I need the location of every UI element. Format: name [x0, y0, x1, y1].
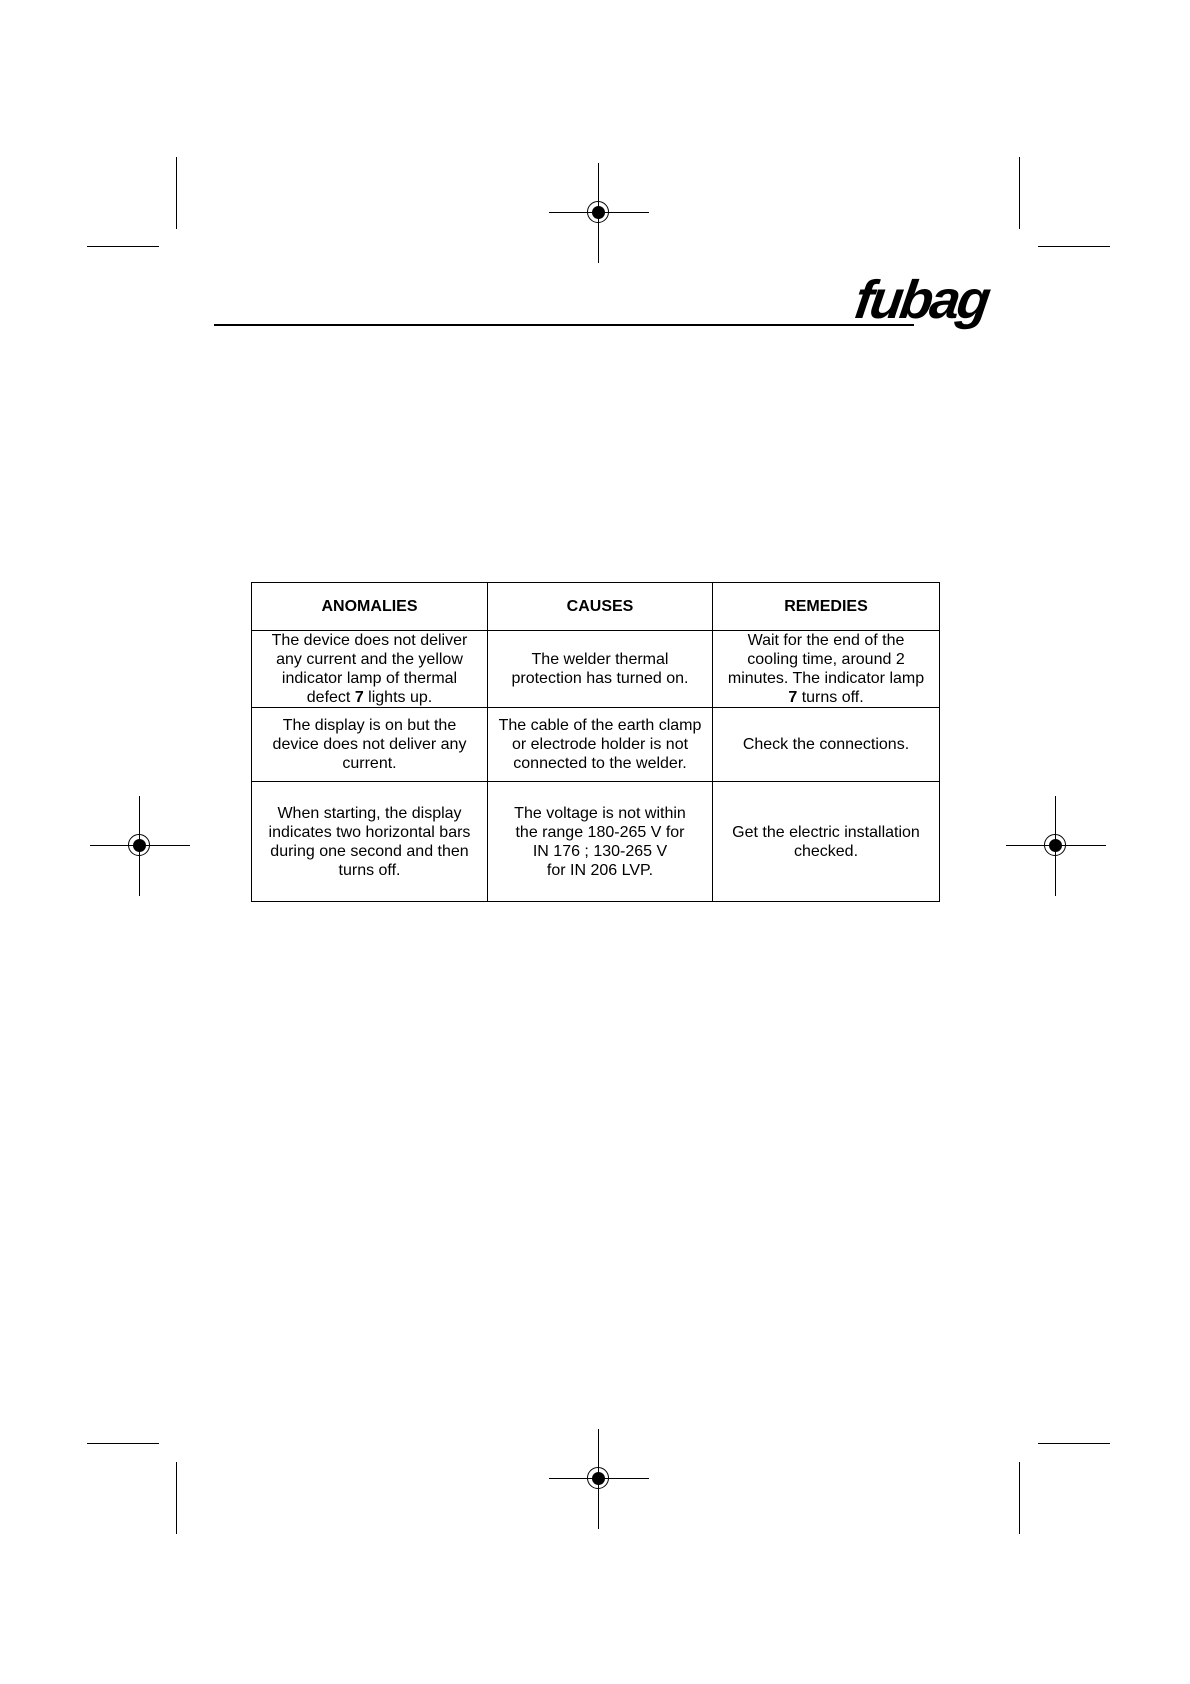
crop-mark	[1019, 157, 1020, 229]
crop-mark	[176, 1462, 177, 1534]
table-row	[252, 782, 940, 902]
registration-mark-right	[1006, 796, 1106, 896]
crop-mark	[1019, 1462, 1020, 1534]
table-row	[252, 708, 940, 782]
crop-mark	[176, 157, 177, 229]
registration-mark-bottom	[549, 1429, 649, 1529]
fubag-logo	[851, 268, 992, 336]
anomaly-text-end: lights up.	[363, 689, 433, 706]
cause-cell: The cable of the earth clamp or electrode holder is not connected to the welder.	[488, 708, 713, 782]
anomaly-cell	[252, 631, 488, 708]
remedy-cell: Check the connections.	[713, 708, 940, 782]
registration-mark-left	[90, 796, 190, 896]
cause-cell: The voltage is not within the range 180-265 V for IN 176 ; 130-265 V for IN 206 LVP.	[488, 782, 713, 902]
remedy-cell	[713, 631, 940, 708]
troubleshooting-table	[251, 582, 940, 902]
header-anomalies: ANOMALIES	[252, 583, 488, 631]
anomaly-cell: The display is on but the device does not deliver any current.	[252, 708, 488, 782]
remedy-text-end: turns off.	[797, 689, 864, 706]
crop-mark	[1038, 246, 1110, 247]
crop-mark	[1038, 1443, 1110, 1444]
header-causes: CAUSES	[488, 583, 713, 631]
crop-mark	[87, 1443, 159, 1444]
header-rule	[214, 324, 914, 326]
anomaly-text: The device does not deliver any current and the yellow indicator lamp of thermal defect	[271, 632, 468, 706]
anomaly-cell: When starting, the display indicates two horizontal bars during one second and then turns off.	[252, 782, 488, 902]
header-remedies: REMEDIES	[713, 583, 940, 631]
table-header-row	[252, 583, 940, 631]
crop-mark	[87, 246, 159, 247]
table-row	[252, 631, 940, 708]
cause-cell: The welder thermal protection has turned on.	[488, 631, 713, 708]
remedy-cell: Get the electric installation checked.	[713, 782, 940, 902]
indicator-number: 7	[354, 689, 364, 706]
indicator-number: 7	[788, 689, 798, 706]
remedy-text: Wait for the end of the cooling time, around 2 minutes. The indicator lamp	[727, 632, 925, 687]
fubag-logo-text: fubag	[851, 270, 992, 330]
registration-mark-top	[549, 163, 649, 263]
